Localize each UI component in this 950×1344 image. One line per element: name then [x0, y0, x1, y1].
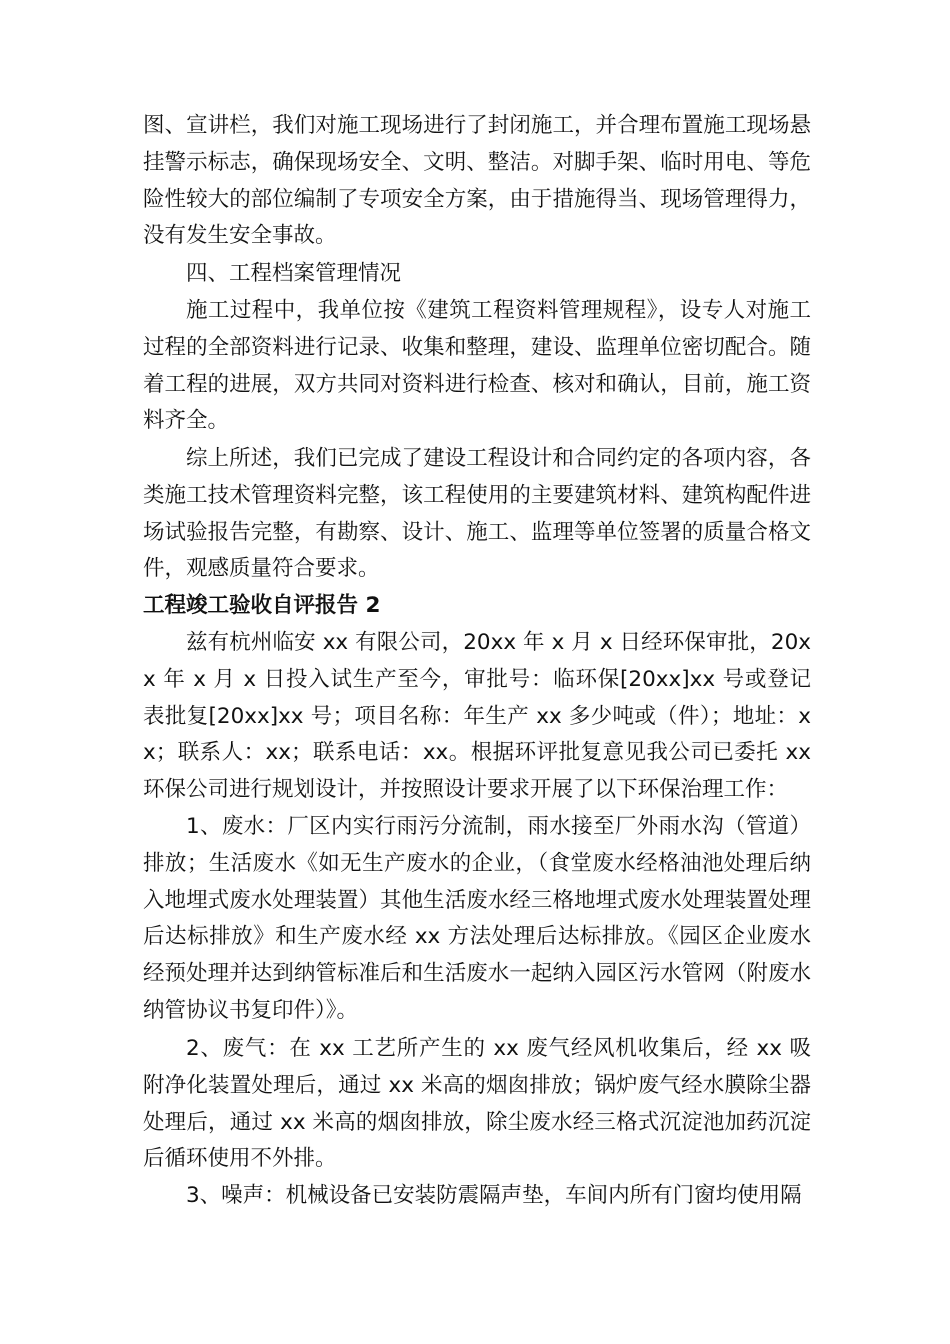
report-title-2: 工程竣工验收自评报告 2 [143, 593, 381, 618]
paragraph-wastewater: 1、废水：厂区内实行雨污分流制，雨水接至厂外雨水沟（管道）排放；生活废水《如无生产废水的企业，（食堂废水经格油池处理后纳入地埋式废水处理装置）其他生活废水经三格地埋式废水处理装置处理后达标排放》和生产废水经 xx 方法处理后达标排放。《园区企业废水经预处理并达到纳管标准后和生活废水一起纳入园区污水管网（附废水纳管协议书复印件）》。 [143, 814, 811, 1023]
paragraph-summary: 综上所述，我们已完成了建设工程设计和合同约定的各项内容，各类施工技术管理资料完整，该工程使用的主要建筑材料、建筑构配件进场试验报告完整，有勘察、设计、施工、监理等单位签署的质量合格文件，观感质量符合要求。 [143, 446, 811, 582]
paragraph-archive-management: 施工过程中，我单位按《建筑工程资料管理规程》，设专人对施工过程的全部资料进行记录、收集和整理，建设、监理单位密切配合。随着工程的进展，双方共同对资料进行检查、核对和确认，目前，施工资料齐全。 [143, 298, 811, 434]
section-heading-archive: 四、工程档案管理情况 [186, 261, 402, 286]
paragraph-company-intro: 兹有杭州临安 xx 有限公司，20xx 年 x 月 x 日经环保审批，20xx 年 x 月 x 日投入试生产至今，审批号：临环保[20xx]xx 号或登记表批复[20xx]xx 号；项目名称：年生产 xx 多少吨或（件）；地址：xx；联系人：xx；联系电话：xx。根据环评批复意见我公司已委托 xx 环保公司进行规划设计，并按照设计要求开展了以下环保治理工作： [143, 630, 811, 803]
paragraph-exhaust-gas: 2、废气：在 xx 工艺所产生的 xx 废气经风机收集后，经 xx 吸附净化装置处理后，通过 xx 米高的烟囱排放；锅炉废气经水膜除尘器处理后，通过 xx 米高的烟囱排放，除尘废水经三格式沉淀池加药沉淀后循环使用不外排。 [143, 1036, 811, 1172]
paragraph-safety-continued: 图、宣讲栏，我们对施工现场进行了封闭施工，并合理布置施工现场悬挂警示标志，确保现场安全、文明、整洁。对脚手架、临时用电、等危险性较大的部位编制了专项安全方案，由于措施得当、现场管理得力，没有发生安全事故。 [143, 113, 811, 249]
paragraph-noise: 3、噪声：机械设备已安装防震隔声垫，车间内所有门窗均使用隔 [186, 1183, 802, 1208]
